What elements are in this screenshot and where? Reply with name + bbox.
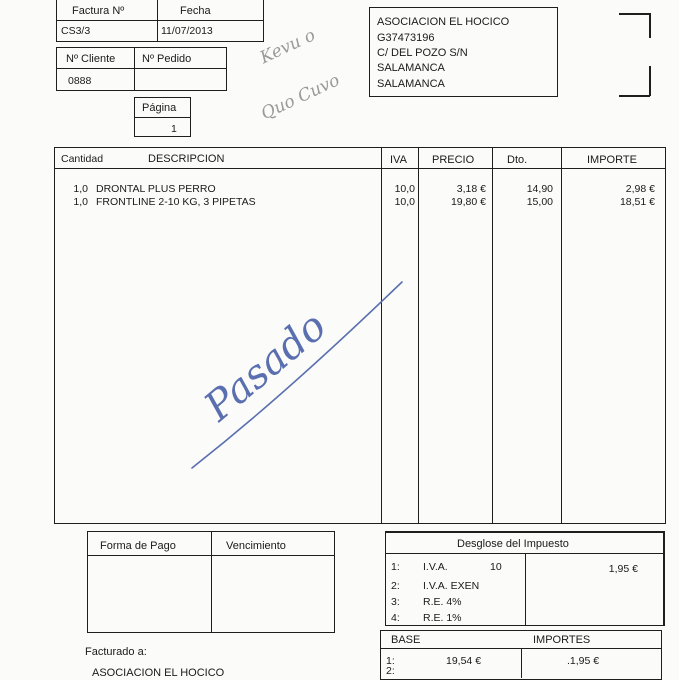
invoice-number-label: Factura Nº xyxy=(72,5,125,17)
base-row-1-num: 1: xyxy=(386,655,395,667)
discount-header: Dto. xyxy=(507,154,528,166)
col-divider xyxy=(211,531,212,633)
tax-row-1-label: I.V.A. xyxy=(423,561,448,573)
page-label: Página xyxy=(142,102,177,114)
handwritten-stamp: Pasado xyxy=(196,303,336,431)
payment-method-label: Forma de Pago xyxy=(100,540,176,552)
window-bracket xyxy=(649,66,651,96)
recipient-line-3: C/ DEL POZO S/N xyxy=(377,47,468,59)
window-bracket xyxy=(619,95,650,97)
items-header-divider xyxy=(54,168,666,169)
date-value: 11/07/2013 xyxy=(161,25,213,37)
recipient-line-5: SALAMANCA xyxy=(377,78,445,90)
window-bracket xyxy=(619,13,650,15)
vat-header: IVA xyxy=(390,154,407,166)
window-bracket xyxy=(649,13,651,38)
page-number: 1 xyxy=(171,123,177,135)
recipient-line-4: SALAMANCA xyxy=(377,62,445,74)
col-divider xyxy=(418,147,419,524)
row-2-amount: 18,51 € xyxy=(619,196,655,208)
order-number-label: Nº Pedido xyxy=(142,53,192,65)
base-label: BASE xyxy=(391,634,421,646)
billed-to-name: ASOCIACION EL HOCICO xyxy=(92,667,225,679)
tax-row-1-num: 1: xyxy=(391,561,400,573)
amounts-label: IMPORTES xyxy=(533,634,591,646)
base-row-2-num: 2: xyxy=(386,665,395,677)
tax-row-3-num: 3: xyxy=(391,596,400,608)
row-1-discount: 14,90 xyxy=(526,183,553,195)
recipient-line-1: ASOCIACION EL HOCICO xyxy=(377,16,510,28)
base-row-1-base: 19,54 € xyxy=(446,655,482,667)
tax-breakdown-title: Desglose del Impuesto xyxy=(457,538,569,550)
row-1-vat: 10,0 xyxy=(394,183,415,195)
date-label: Fecha xyxy=(180,5,211,17)
tax-row-4-num: 4: xyxy=(391,612,400,624)
col-divider xyxy=(561,147,562,524)
row-2-discount: 15,00 xyxy=(526,196,553,208)
row-1-description: DRONTAL PLUS PERRO xyxy=(96,183,216,195)
divider xyxy=(56,68,227,69)
base-row-1-amount: .1,95 € xyxy=(567,655,600,667)
divider xyxy=(56,20,264,21)
row-2-description: FRONTLINE 2-10 KG, 3 PIPETAS xyxy=(96,196,256,208)
description-header: DESCRIPCION xyxy=(148,153,225,165)
row-2-qty: 1,0 xyxy=(73,196,88,208)
tax-row-2-label: I.V.A. EXEN xyxy=(423,580,480,592)
row-2-price: 19,80 € xyxy=(450,196,486,208)
amount-header: IMPORTE xyxy=(587,154,637,166)
tax-row-1-rate: 10 xyxy=(490,561,502,573)
handwritten-note-line-1: Kevu o xyxy=(257,25,319,69)
billed-to-label: Facturado a: xyxy=(85,646,147,658)
tax-row-4-label: R.E. 1% xyxy=(423,612,462,624)
row-1-qty: 1,0 xyxy=(73,183,88,195)
row-1-price: 3,18 € xyxy=(456,183,486,195)
col-divider xyxy=(521,648,522,678)
due-date-label: Vencimiento xyxy=(226,540,286,552)
recipient-line-2: G37473196 xyxy=(377,32,435,44)
handwritten-note-line-2: Quo Cuvo xyxy=(258,70,343,125)
divider xyxy=(134,47,135,91)
tax-row-1-amount: 1,95 € xyxy=(608,563,638,575)
tax-row-3-label: R.E. 4% xyxy=(423,596,462,608)
divider xyxy=(157,0,158,42)
tax-row-2-num: 2: xyxy=(391,580,400,592)
col-divider xyxy=(492,147,493,524)
col-divider xyxy=(525,553,526,626)
price-header: PRECIO xyxy=(432,154,475,166)
invoice-number-value: CS3/3 xyxy=(61,25,91,37)
row-2-vat: 10,0 xyxy=(394,196,415,208)
client-number-value: 0888 xyxy=(68,75,92,87)
handwritten-checkmark-stroke xyxy=(180,270,410,480)
row-1-amount: 2,98 € xyxy=(625,183,655,195)
client-number-label: Nº Cliente xyxy=(66,53,116,65)
qty-header: Cantidad xyxy=(61,153,104,165)
divider xyxy=(134,117,191,118)
